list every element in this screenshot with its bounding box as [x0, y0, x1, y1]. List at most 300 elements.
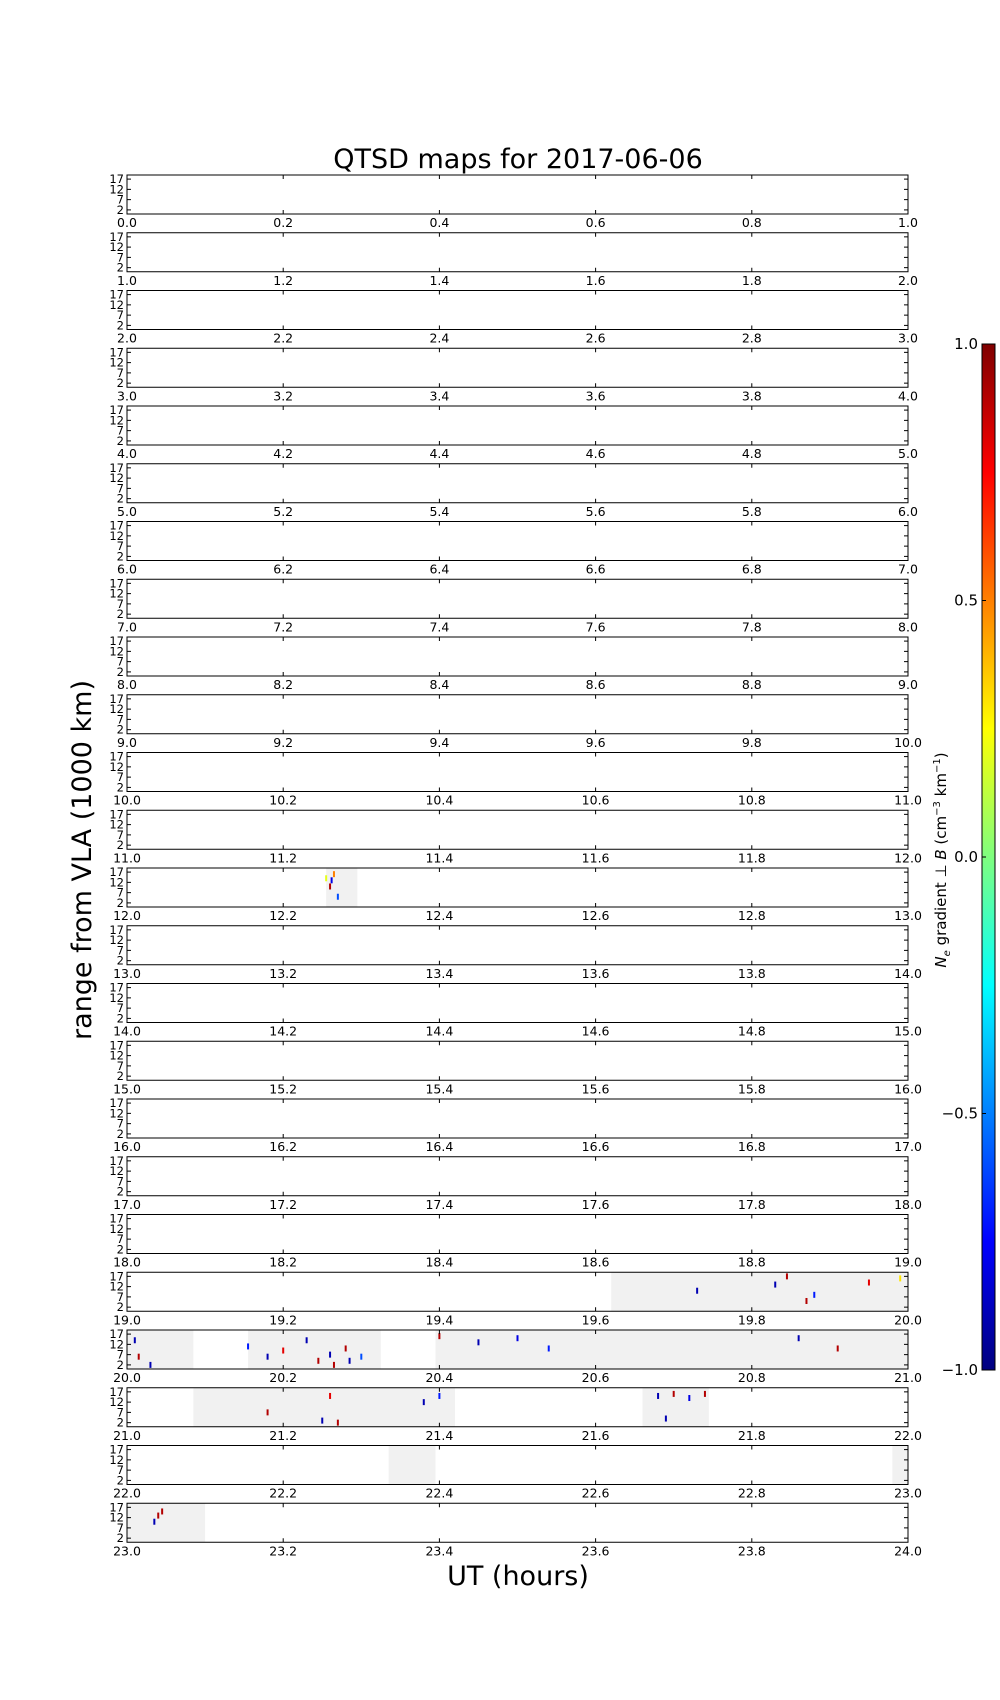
panel-15 — [109, 1038, 922, 1096]
panel-frame — [127, 1099, 908, 1138]
panel-frame — [127, 1041, 908, 1080]
x-tick-label: 11.4 — [425, 850, 454, 866]
panel-frame — [127, 175, 908, 214]
y-tick-label: 7 — [116, 827, 124, 842]
x-tick-label: 0.4 — [429, 215, 450, 230]
x-tick-label: 4.2 — [273, 446, 294, 461]
x-tick-label: 21.2 — [269, 1427, 298, 1443]
x-tick-label: 10.8 — [737, 792, 766, 808]
y-tick-label: 17 — [109, 1269, 124, 1284]
x-tick-label: 8.4 — [429, 677, 450, 692]
x-tick-label: 19.0 — [113, 1312, 141, 1328]
x-tick-label: 5.0 — [898, 446, 918, 461]
x-tick-label: 10.0 — [113, 792, 141, 808]
y-tick-label: 2 — [116, 1300, 124, 1315]
x-tick-label: 7.0 — [117, 619, 137, 635]
x-tick-label: 8.0 — [898, 619, 918, 635]
y-tick-label: 12 — [109, 817, 124, 832]
y-tick-label: 7 — [116, 481, 124, 496]
data-mark — [438, 1333, 440, 1339]
data-mark — [805, 1298, 807, 1304]
x-tick-label: 22.6 — [581, 1485, 610, 1501]
x-tick-label: 14.4 — [425, 1023, 454, 1039]
x-tick-label: 4.6 — [585, 446, 606, 461]
y-tick-label: 17 — [109, 229, 124, 244]
y-tick-label: 2 — [116, 780, 124, 795]
panel-17 — [109, 1154, 922, 1212]
x-tick-label: 5.6 — [585, 503, 606, 519]
x-tick-label: 1.4 — [429, 272, 450, 288]
x-tick-label: 17.0 — [113, 1196, 141, 1212]
x-tick-label: 16.0 — [113, 1139, 141, 1154]
x-tick-label: 9.2 — [273, 734, 294, 750]
y-tick-label: 12 — [109, 182, 124, 197]
x-tick-label: 15.0 — [894, 1023, 922, 1039]
x-tick-label: 13.0 — [894, 908, 922, 923]
data-mark — [267, 1409, 269, 1415]
colorbar-label: $N_e$ gradient ⊥ B ($cm^{-3}$ $km^{-1}$) — [932, 752, 953, 968]
x-tick-label: 2.6 — [585, 330, 606, 346]
x-tick-label: 0.2 — [273, 215, 294, 230]
x-tick-label: 15.4 — [425, 1081, 454, 1097]
x-tick-label: 7.4 — [429, 619, 450, 635]
data-mark — [321, 1418, 323, 1424]
y-tick-label: 2 — [116, 664, 124, 679]
y-tick-label: 12 — [109, 355, 124, 370]
x-tick-label: 3.6 — [585, 388, 606, 404]
x-tick-label: 14.0 — [894, 965, 922, 981]
panel-14 — [109, 981, 922, 1039]
x-tick-label: 20.0 — [894, 1312, 922, 1328]
coverage-region — [389, 1446, 436, 1485]
y-tick-label: 7 — [116, 712, 124, 727]
panel-6 — [109, 519, 918, 577]
data-mark — [149, 1362, 151, 1368]
y-tick-label: 17 — [109, 1038, 124, 1053]
y-tick-label: 7 — [116, 365, 124, 380]
y-axis-title: range from VLA (1000 km) — [67, 680, 98, 1040]
y-tick-label: 17 — [109, 807, 124, 822]
data-mark — [153, 1519, 155, 1525]
x-tick-label: 11.0 — [894, 792, 922, 808]
x-tick-label: 3.4 — [429, 388, 450, 404]
panel-19 — [109, 1269, 922, 1327]
y-tick-label: 7 — [116, 539, 124, 554]
y-tick-label: 17 — [109, 403, 124, 418]
data-mark — [837, 1345, 839, 1351]
panel-4 — [109, 403, 918, 461]
data-mark — [247, 1343, 249, 1349]
data-mark — [337, 894, 339, 900]
x-tick-label: 13.0 — [113, 965, 141, 981]
y-tick-label: 2 — [116, 1531, 124, 1546]
y-tick-label: 12 — [109, 586, 124, 601]
x-tick-label: 13.2 — [269, 965, 298, 981]
y-tick-label: 17 — [109, 980, 124, 995]
x-tick-label: 12.0 — [113, 908, 141, 923]
panel-3 — [109, 345, 918, 403]
x-tick-label: 1.6 — [585, 272, 606, 288]
panel-frame — [127, 464, 908, 503]
y-tick-label: 17 — [109, 1153, 124, 1168]
y-tick-label: 17 — [109, 287, 124, 302]
panel-frame — [127, 1157, 908, 1196]
y-tick-label: 12 — [109, 471, 124, 486]
panel-7 — [109, 576, 918, 634]
x-tick-label: 8.8 — [741, 677, 762, 692]
y-tick-label: 17 — [109, 922, 124, 937]
data-mark — [282, 1348, 284, 1354]
x-tick-label: 18.4 — [425, 1254, 454, 1270]
x-tick-label: 11.8 — [737, 850, 766, 866]
x-tick-label: 9.8 — [741, 734, 762, 750]
y-tick-label: 7 — [116, 943, 124, 958]
x-tick-label: 2.8 — [741, 330, 762, 346]
y-tick-label: 7 — [116, 1289, 124, 1304]
panel-20 — [109, 1327, 922, 1385]
data-mark — [868, 1280, 870, 1286]
data-mark — [688, 1395, 690, 1401]
x-tick-label: 17.4 — [425, 1196, 454, 1212]
y-tick-label: 7 — [116, 250, 124, 265]
data-mark — [306, 1337, 308, 1343]
data-mark — [774, 1282, 776, 1288]
x-tick-label: 19.2 — [269, 1312, 298, 1328]
x-tick-label: 14.6 — [581, 1023, 610, 1039]
x-tick-label: 11.6 — [581, 850, 610, 866]
x-tick-label: 12.8 — [737, 908, 766, 923]
data-mark — [438, 1393, 440, 1399]
colorbar-tick-label: −0.5 — [941, 1104, 978, 1123]
panel-1 — [109, 230, 918, 288]
x-axis-title: UT (hours) — [447, 1561, 589, 1592]
x-tick-label: 21.0 — [894, 1370, 922, 1385]
colorbar-tick-label: 1.0 — [954, 335, 978, 353]
y-tick-label: 7 — [116, 770, 124, 785]
x-tick-label: 1.2 — [273, 272, 294, 288]
data-mark — [673, 1391, 675, 1397]
data-mark — [345, 1345, 347, 1351]
data-mark — [548, 1345, 550, 1351]
x-tick-label: 18.0 — [113, 1254, 141, 1270]
x-tick-label: 0.0 — [117, 215, 137, 230]
panel-21 — [109, 1385, 922, 1443]
panel-frame — [127, 1446, 908, 1485]
data-mark — [333, 871, 335, 877]
x-tick-label: 12.6 — [581, 908, 610, 923]
x-tick-label: 7.2 — [273, 619, 294, 635]
data-mark — [331, 877, 333, 883]
data-mark — [267, 1354, 269, 1360]
x-tick-label: 2.4 — [429, 330, 450, 346]
y-tick-label: 17 — [109, 1384, 124, 1399]
y-tick-label: 7 — [116, 1116, 124, 1131]
x-tick-label: 5.2 — [273, 503, 294, 519]
y-tick-label: 7 — [116, 596, 124, 611]
y-tick-label: 2 — [116, 1357, 124, 1372]
panel-frame — [127, 810, 908, 849]
x-tick-label: 14.2 — [269, 1023, 298, 1039]
data-mark — [329, 883, 331, 889]
y-tick-label: 2 — [116, 607, 124, 622]
panel-frame — [127, 522, 908, 561]
x-tick-label: 23.8 — [737, 1543, 766, 1559]
x-tick-label: 5.0 — [117, 503, 137, 519]
panel-11 — [109, 807, 922, 865]
y-tick-label: 12 — [109, 990, 124, 1005]
y-tick-label: 2 — [116, 376, 124, 391]
y-tick-label: 17 — [109, 1096, 124, 1111]
x-tick-label: 19.8 — [737, 1312, 766, 1328]
y-tick-label: 2 — [116, 1473, 124, 1488]
coverage-region — [127, 1330, 193, 1369]
y-tick-label: 12 — [109, 644, 124, 659]
x-tick-label: 3.2 — [273, 388, 294, 404]
y-tick-label: 2 — [116, 722, 124, 737]
y-tick-label: 2 — [116, 549, 124, 564]
x-tick-label: 11.2 — [269, 850, 298, 866]
y-tick-label: 12 — [109, 1510, 124, 1525]
data-mark — [657, 1393, 659, 1399]
data-mark — [786, 1273, 788, 1279]
data-mark — [349, 1358, 351, 1364]
x-tick-label: 9.0 — [898, 677, 918, 692]
chart-title: QTSD maps for 2017-06-06 — [333, 144, 703, 175]
x-tick-label: 13.8 — [737, 965, 766, 981]
x-tick-label: 11.0 — [113, 850, 141, 866]
panel-frame — [127, 695, 908, 734]
data-mark — [329, 1352, 331, 1358]
x-tick-label: 5.8 — [741, 503, 762, 519]
x-tick-label: 2.2 — [273, 330, 294, 346]
x-tick-label: 21.0 — [113, 1427, 141, 1443]
x-tick-label: 17.2 — [269, 1196, 298, 1212]
data-mark — [798, 1335, 800, 1341]
y-tick-label: 12 — [109, 702, 124, 717]
x-tick-label: 16.6 — [581, 1139, 610, 1154]
y-tick-label: 2 — [116, 1184, 124, 1199]
x-tick-label: 22.2 — [269, 1485, 298, 1501]
x-tick-label: 4.8 — [741, 446, 762, 461]
y-tick-label: 17 — [109, 1211, 124, 1226]
x-tick-label: 13.6 — [581, 965, 610, 981]
x-tick-label: 16.2 — [269, 1139, 298, 1154]
data-mark — [360, 1354, 362, 1360]
y-tick-label: 7 — [116, 1463, 124, 1478]
y-tick-label: 2 — [116, 953, 124, 968]
y-tick-label: 7 — [116, 1001, 124, 1016]
data-mark — [704, 1391, 706, 1397]
panel-frame — [127, 984, 908, 1023]
panel-frame — [127, 1215, 908, 1254]
x-tick-label: 17.6 — [581, 1196, 610, 1212]
x-tick-label: 7.6 — [585, 619, 606, 635]
y-tick-label: 7 — [116, 654, 124, 669]
x-tick-label: 24.0 — [894, 1543, 922, 1559]
x-tick-label: 9.0 — [117, 734, 137, 750]
y-tick-label: 12 — [109, 1221, 124, 1236]
y-tick-label: 2 — [116, 260, 124, 275]
data-mark — [899, 1275, 901, 1281]
x-tick-label: 0.6 — [585, 215, 606, 230]
x-tick-label: 21.6 — [581, 1427, 610, 1443]
x-tick-label: 12.0 — [894, 850, 922, 866]
y-tick-label: 12 — [109, 759, 124, 774]
panel-2 — [109, 288, 918, 346]
x-tick-label: 1.0 — [117, 272, 137, 288]
y-tick-label: 17 — [109, 691, 124, 706]
x-tick-label: 17.0 — [894, 1139, 922, 1154]
x-tick-label: 21.8 — [737, 1427, 766, 1443]
x-tick-label: 14.0 — [113, 1023, 141, 1039]
x-tick-label: 23.0 — [113, 1543, 141, 1559]
y-tick-label: 7 — [116, 1347, 124, 1362]
y-tick-label: 2 — [116, 895, 124, 910]
x-tick-label: 20.0 — [113, 1370, 141, 1385]
y-tick-label: 2 — [116, 1242, 124, 1257]
data-mark — [325, 875, 327, 881]
data-mark — [333, 1362, 335, 1368]
x-tick-label: 19.0 — [894, 1254, 922, 1270]
panel-frame — [127, 291, 908, 330]
x-tick-label: 12.4 — [425, 908, 454, 923]
y-tick-label: 7 — [116, 1174, 124, 1189]
x-tick-label: 10.2 — [269, 792, 298, 808]
panel-22 — [109, 1443, 922, 1501]
x-tick-label: 9.4 — [429, 734, 450, 750]
x-tick-label: 16.4 — [425, 1139, 454, 1154]
x-tick-label: 6.2 — [273, 561, 294, 577]
y-tick-label: 17 — [109, 576, 124, 591]
coverage-region — [193, 1388, 455, 1427]
panel-23 — [109, 1500, 922, 1558]
x-tick-label: 8.6 — [585, 677, 606, 692]
panel-frame — [127, 579, 908, 618]
x-tick-label: 4.0 — [117, 446, 137, 461]
colorbar-tick-label: −1.0 — [941, 1361, 978, 1379]
x-tick-label: 6.0 — [117, 561, 137, 577]
x-tick-label: 3.0 — [117, 388, 137, 404]
y-tick-label: 17 — [109, 1442, 124, 1457]
panel-12 — [109, 865, 922, 923]
x-tick-label: 23.4 — [425, 1543, 454, 1559]
x-tick-label: 7.0 — [898, 561, 918, 577]
x-tick-label: 16.0 — [894, 1081, 922, 1097]
x-tick-label: 1.8 — [741, 272, 762, 288]
panel-frame — [127, 753, 908, 792]
y-tick-label: 2 — [116, 491, 124, 506]
y-tick-label: 12 — [109, 528, 124, 543]
x-tick-label: 20.6 — [581, 1370, 610, 1385]
panel-frame — [127, 926, 908, 965]
data-mark — [138, 1354, 140, 1360]
panel-18 — [109, 1212, 922, 1270]
x-tick-label: 1.0 — [898, 215, 918, 230]
y-tick-label: 2 — [116, 1415, 124, 1430]
y-tick-label: 12 — [109, 1279, 124, 1294]
y-tick-label: 12 — [109, 875, 124, 890]
coverage-region — [892, 1446, 908, 1485]
y-tick-label: 17 — [109, 865, 124, 880]
x-tick-label: 22.0 — [894, 1427, 922, 1443]
panel-9 — [109, 692, 922, 750]
x-tick-label: 19.4 — [425, 1312, 454, 1328]
y-tick-label: 7 — [116, 1058, 124, 1073]
y-tick-label: 12 — [109, 1106, 124, 1121]
x-tick-label: 3.8 — [741, 388, 762, 404]
x-tick-label: 4.0 — [898, 388, 918, 404]
y-tick-label: 17 — [109, 1327, 124, 1342]
y-tick-label: 2 — [116, 318, 124, 333]
x-tick-label: 17.8 — [737, 1196, 766, 1212]
colorbar-tick-label: 0.0 — [954, 848, 978, 866]
y-tick-label: 12 — [109, 240, 124, 255]
y-tick-label: 7 — [116, 423, 124, 438]
y-tick-label: 17 — [109, 749, 124, 764]
data-mark — [813, 1292, 815, 1298]
data-mark — [329, 1393, 331, 1399]
y-tick-label: 7 — [116, 885, 124, 900]
y-tick-label: 12 — [109, 297, 124, 312]
data-mark — [423, 1399, 425, 1405]
y-tick-label: 7 — [116, 1520, 124, 1535]
x-tick-label: 22.8 — [737, 1485, 766, 1501]
x-tick-label: 22.4 — [425, 1485, 454, 1501]
panel-stack — [109, 172, 922, 1558]
y-tick-label: 17 — [109, 634, 124, 649]
x-tick-label: 19.6 — [581, 1312, 610, 1328]
y-tick-label: 2 — [116, 433, 124, 448]
x-tick-label: 20.8 — [737, 1370, 766, 1385]
y-tick-label: 2 — [116, 1011, 124, 1026]
y-tick-label: 12 — [109, 933, 124, 948]
y-tick-label: 12 — [109, 413, 124, 428]
x-tick-label: 23.6 — [581, 1543, 610, 1559]
y-tick-label: 2 — [116, 838, 124, 853]
panel-frame — [127, 233, 908, 272]
x-tick-label: 18.0 — [894, 1196, 922, 1212]
y-tick-label: 12 — [109, 1395, 124, 1410]
y-tick-label: 12 — [109, 1337, 124, 1352]
x-tick-label: 9.6 — [585, 734, 606, 750]
x-tick-label: 4.4 — [429, 446, 450, 461]
x-tick-label: 2.0 — [898, 272, 918, 288]
x-tick-label: 12.2 — [269, 908, 298, 923]
panel-16 — [109, 1096, 922, 1154]
coverage-region — [611, 1272, 908, 1311]
x-tick-label: 6.0 — [898, 503, 918, 519]
panel-frame — [127, 637, 908, 676]
x-tick-label: 23.0 — [894, 1485, 922, 1501]
y-tick-label: 7 — [116, 1405, 124, 1420]
panel-8 — [109, 634, 918, 692]
y-tick-label: 7 — [116, 308, 124, 323]
x-tick-label: 15.6 — [581, 1081, 610, 1097]
x-tick-label: 6.4 — [429, 561, 450, 577]
coverage-region — [127, 1503, 205, 1542]
y-tick-label: 17 — [109, 345, 124, 360]
panel-5 — [109, 461, 918, 519]
x-tick-label: 18.2 — [269, 1254, 298, 1270]
panel-frame — [127, 348, 908, 387]
data-mark — [477, 1339, 479, 1345]
x-tick-label: 6.6 — [585, 561, 606, 577]
panel-frame — [127, 1503, 908, 1542]
x-tick-label: 2.0 — [117, 330, 137, 346]
panel-frame — [127, 868, 908, 907]
x-tick-label: 16.8 — [737, 1139, 766, 1154]
colorbar-tick-label: 0.5 — [954, 591, 978, 610]
